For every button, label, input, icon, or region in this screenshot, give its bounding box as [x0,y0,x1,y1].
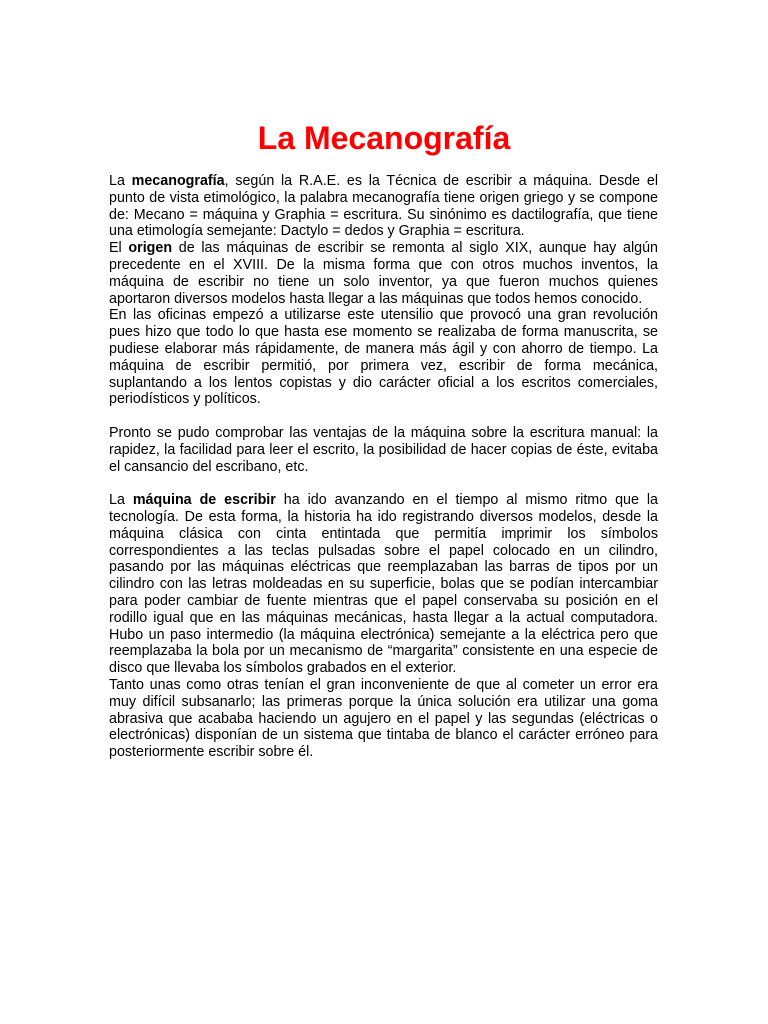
text-segment: , según la R.A.E. es la Técnica de escribir a máquina. Desde el punto de vista etimológico, la palabra mecanografía tiene origen griego y se compone de: Mecano = máquina y Graphia = escritura. Su sinónimo es dactilografía, que tiene una etimología semejante: Dactylo = dedos y Graphia = escritura. [109,173,658,240]
text-segment: ha ido avanzando en el tiempo al mismo ritmo que la tecnología. De esta forma, la historia ha ido registrando diversos modelos, desde la máquina clásica con cinta entintada que permitía imprimir los símbolos correspondientes a las teclas pulsadas sobre el papel colocado en un cilindro, pasando por las máquinas eléctricas que reemplazaban las barras de tipos por un cilindro con las letras moldeadas en su superficie, bolas que se podían intercambiar para poder cambiar de fuente mientras que el papel conservaba su posición en el rodillo igual que en las máquinas mecánicas, hasta llegar a la actual computadora. Hubo un paso intermedio (la máquina electrónica) semejante a la eléctrica pero que reemplazaba la bola por un mecanismo de “margarita” consistente en una especie de disco que llevaba los símbolos grabados en el exterior. [109,492,659,677]
text-segment: El [109,240,129,257]
page-title: La Mecanografía [257,120,511,156]
paragraph [109,307,658,408]
bold-term: origen [128,240,173,257]
bold-term: máquina de escribir [132,492,276,509]
text-segment: Pronto se pudo comprobar las ventajas de la máquina sobre la escritura manual: la rapidez, la facilidad para leer el escrito, la posibilidad de hacer copias de éste, evitaba el cansancio del escribano, etc. [109,424,658,475]
paragraph [109,677,658,761]
bold-term: mecanografía [131,173,225,189]
text-segment: Tanto unas como otras tenían el gran inconveniente de que al cometer un error era muy difícil subsanarlo; las primeras porque la única solución era utilizar una goma abrasiva que acababa haciendo un agujero en el papel y las segundas (eléctricas o electrónicas) disponían de un sistema que tintaba de blanco el carácter erróneo para posteriormente escribir sobre él. [109,676,658,761]
text-segment: de las máquinas de escribir se remonta al siglo XIX, aunque hay algún precedente en el XVIII. De la misma forma que con otros muchos inventos, la máquina de escribir no tiene un solo inventor, ya que fueron muchos quienes aportaron diversos modelos hasta llegar a las máquinas que todos hemos conocido. [109,240,658,307]
paragraph [109,173,658,240]
text-segment: La [109,492,133,509]
paragraph [109,492,658,677]
text-segment: La [109,173,132,189]
paragraph [109,425,658,475]
paragraph [109,240,658,307]
text-segment: En las oficinas empezó a utilizarse este utensilio que provocó una gran revolución pues hizo que todo lo que hasta ese momento se realizaba de forma manuscrita, se pudiese elaborar más rápidamente, de manera más ágil y con ahorro de tiempo. La máquina de escribir permitió, por primera vez, escribir de forma mecánica, suplantando a los lentos copistas y dio carácter oficial a los escritos comerciales, periodísticos y políticos. [109,307,658,408]
document-body [109,173,658,761]
